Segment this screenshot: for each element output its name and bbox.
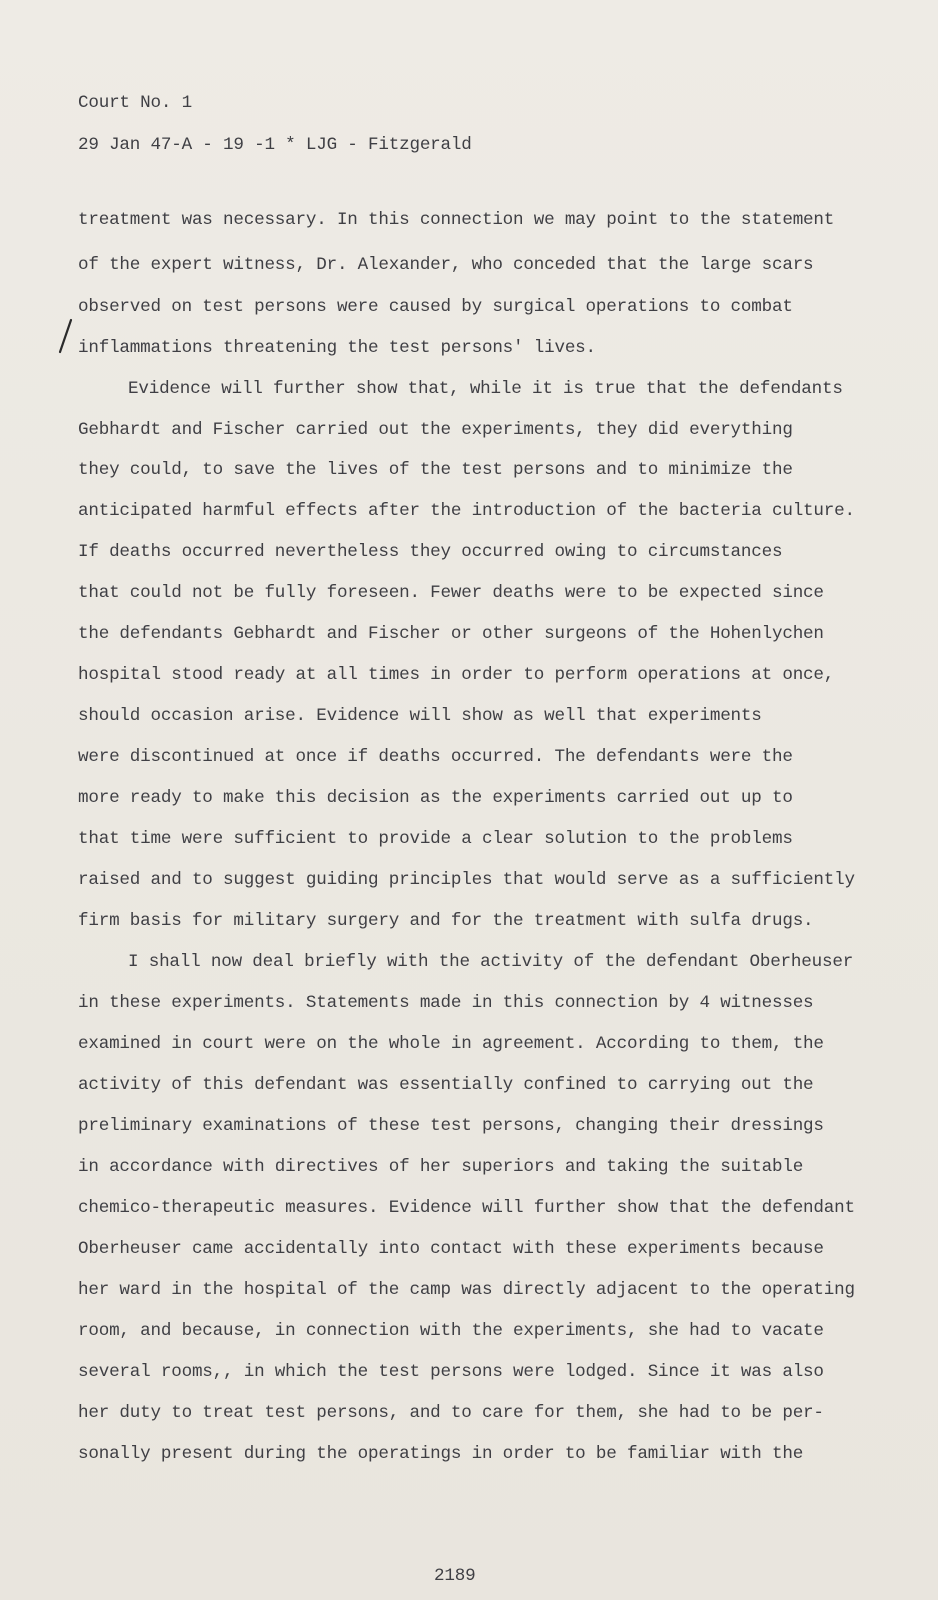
body-line: were discontinued at once if deaths occurred. The defendants were the [78, 747, 793, 767]
body-line: inflammations threatening the test persons' lives. [78, 338, 596, 358]
body-line: that could not be fully foreseen. Fewer deaths were to be expected since [78, 583, 824, 603]
body-line: If deaths occurred nevertheless they occurred owing to circumstances [78, 542, 783, 562]
body-line: activity of this defendant was essentially confined to carrying out the [78, 1075, 814, 1095]
document-reference: 29 Jan 47-A - 19 -1 * LJG - Fitzgerald [78, 135, 472, 155]
body-line: more ready to make this decision as the experiments carried out up to [78, 788, 793, 808]
body-line: I shall now deal briefly with the activity of the defendant Oberheuser [128, 952, 854, 972]
body-line: that time were sufficient to provide a clear solution to the problems [78, 829, 793, 849]
body-line: her ward in the hospital of the camp was directly adjacent to the operating [78, 1280, 855, 1300]
body-line: treatment was necessary. In this connection we may point to the statement [78, 210, 835, 230]
body-line: chemico-therapeutic measures. Evidence will further show that the defendant [78, 1198, 855, 1218]
body-line: sonally present during the operatings in order to be familiar with the [78, 1444, 804, 1464]
body-line: firm basis for military surgery and for the treatment with sulfa drugs. [78, 911, 814, 931]
body-line: raised and to suggest guiding principles that would serve as a sufficiently [78, 870, 855, 890]
body-line: in accordance with directives of her superiors and taking the suitable [78, 1157, 804, 1177]
body-line: Evidence will further show that, while it is true that the defendants [128, 379, 843, 399]
body-line: Oberheuser came accidentally into contact with these experiments because [78, 1239, 824, 1259]
body-line: her duty to treat test persons, and to care for them, she had to be per- [78, 1403, 824, 1423]
body-line: several rooms,, in which the test persons were lodged. Since it was also [78, 1362, 824, 1382]
margin-slash-mark [56, 318, 76, 354]
body-line: anticipated harmful effects after the introduction of the bacteria culture. [78, 501, 855, 521]
body-line: room, and because, in connection with the experiments, she had to vacate [78, 1321, 824, 1341]
body-line: preliminary examinations of these test persons, changing their dressings [78, 1116, 824, 1136]
body-line: of the expert witness, Dr. Alexander, who conceded that the large scars [78, 255, 814, 275]
body-line: Gebhardt and Fischer carried out the experiments, they did everything [78, 420, 793, 440]
body-line: in these experiments. Statements made in this connection by 4 witnesses [78, 993, 814, 1013]
body-line: hospital stood ready at all times in order to perform operations at once, [78, 665, 835, 685]
page-number: 2189 [434, 1566, 476, 1586]
court-number: Court No. 1 [78, 93, 192, 113]
body-line: the defendants Gebhardt and Fischer or other surgeons of the Hohenlychen [78, 624, 824, 644]
body-line: they could, to save the lives of the test persons and to minimize the [78, 460, 793, 480]
body-line: examined in court were on the whole in agreement. According to them, the [78, 1034, 824, 1054]
body-line: should occasion arise. Evidence will show as well that experiments [78, 706, 762, 726]
body-line: observed on test persons were caused by surgical operations to combat [78, 297, 793, 317]
